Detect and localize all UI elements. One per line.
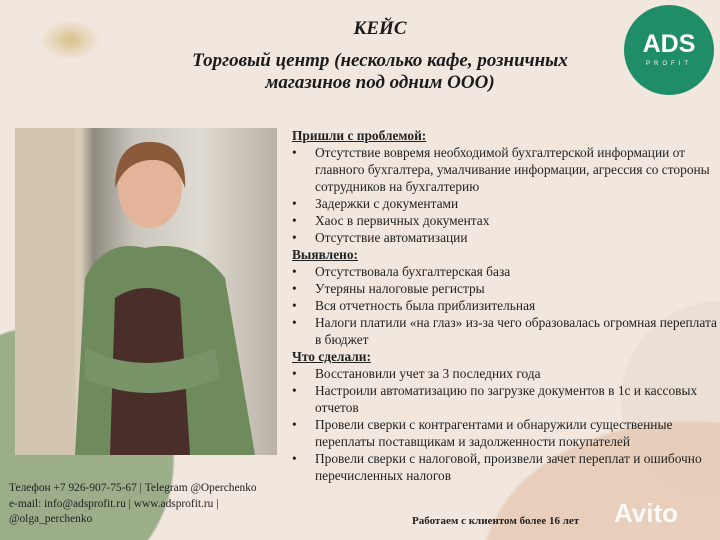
list-item: • Вся отчетность была приблизительная [292, 297, 717, 314]
logo-main: ADS [642, 30, 696, 58]
list-item: • Отсутствие вовремя необходимой бухгалтерской информации от главного бухгалтера, умалчивание информации, агрессия со стороны сотрудников на бухгалтерию [292, 144, 717, 195]
years-note: Работаем с клиентом более 16 лет [412, 515, 580, 527]
list-item: • Провели сверки с налоговой, произвели зачет переплат и ошибочно перечисленных налогов [292, 450, 717, 484]
list-item: • Настроили автоматизацию по загрузке документов в 1с и кассовых отчетов [292, 382, 717, 416]
section-heading: Выявлено: [292, 247, 359, 262]
list-item: • Утеряны налоговые регистры [292, 280, 717, 297]
list-item: • Восстановили учет за 3 последних года [292, 365, 717, 382]
case-subtitle-2: магазинов под одним ООО) [265, 72, 495, 93]
contact-email: e-mail: info@adsprofit.ru | www.adsprofit.ru | [9, 497, 219, 510]
list-item: • Хаос в первичных документах [292, 212, 717, 229]
list-item: • Отсутствие автоматизации [292, 229, 717, 246]
list-item: • Провели сверки с контрагентами и обнаружили существенные переплаты поставщикам и задолженности покупателей [292, 416, 717, 450]
list-item: • Отсутствовала бухгалтерская база [292, 263, 717, 280]
case-subtitle-1: Торговый центр (несколько кафе, розничных [192, 50, 568, 71]
contact-phone: Телефон +7 926-907-75-67 | Telegram @Operchenko [9, 482, 257, 494]
findings-list [292, 263, 717, 348]
list-item: • Налоги платили «на глаз» из-за чего образовалась огромная переплата в бюджет [292, 314, 717, 348]
logo-sub: PROFIT [646, 61, 692, 67]
contacts [9, 481, 289, 528]
portrait-photo [15, 128, 277, 455]
problem-list [292, 144, 717, 246]
actions-list [292, 365, 717, 484]
list-item: • Задержки с документами [292, 195, 717, 212]
ads-profit-logo [624, 5, 714, 95]
page-title: КЕЙС [353, 18, 407, 39]
section-heading: Пришли с проблемой: [292, 128, 427, 143]
section-heading: Что сделали: [292, 349, 371, 364]
contact-handle: @olga_perchenko [9, 513, 93, 525]
avito-watermark: Avito [614, 498, 679, 528]
case-content [292, 127, 717, 484]
